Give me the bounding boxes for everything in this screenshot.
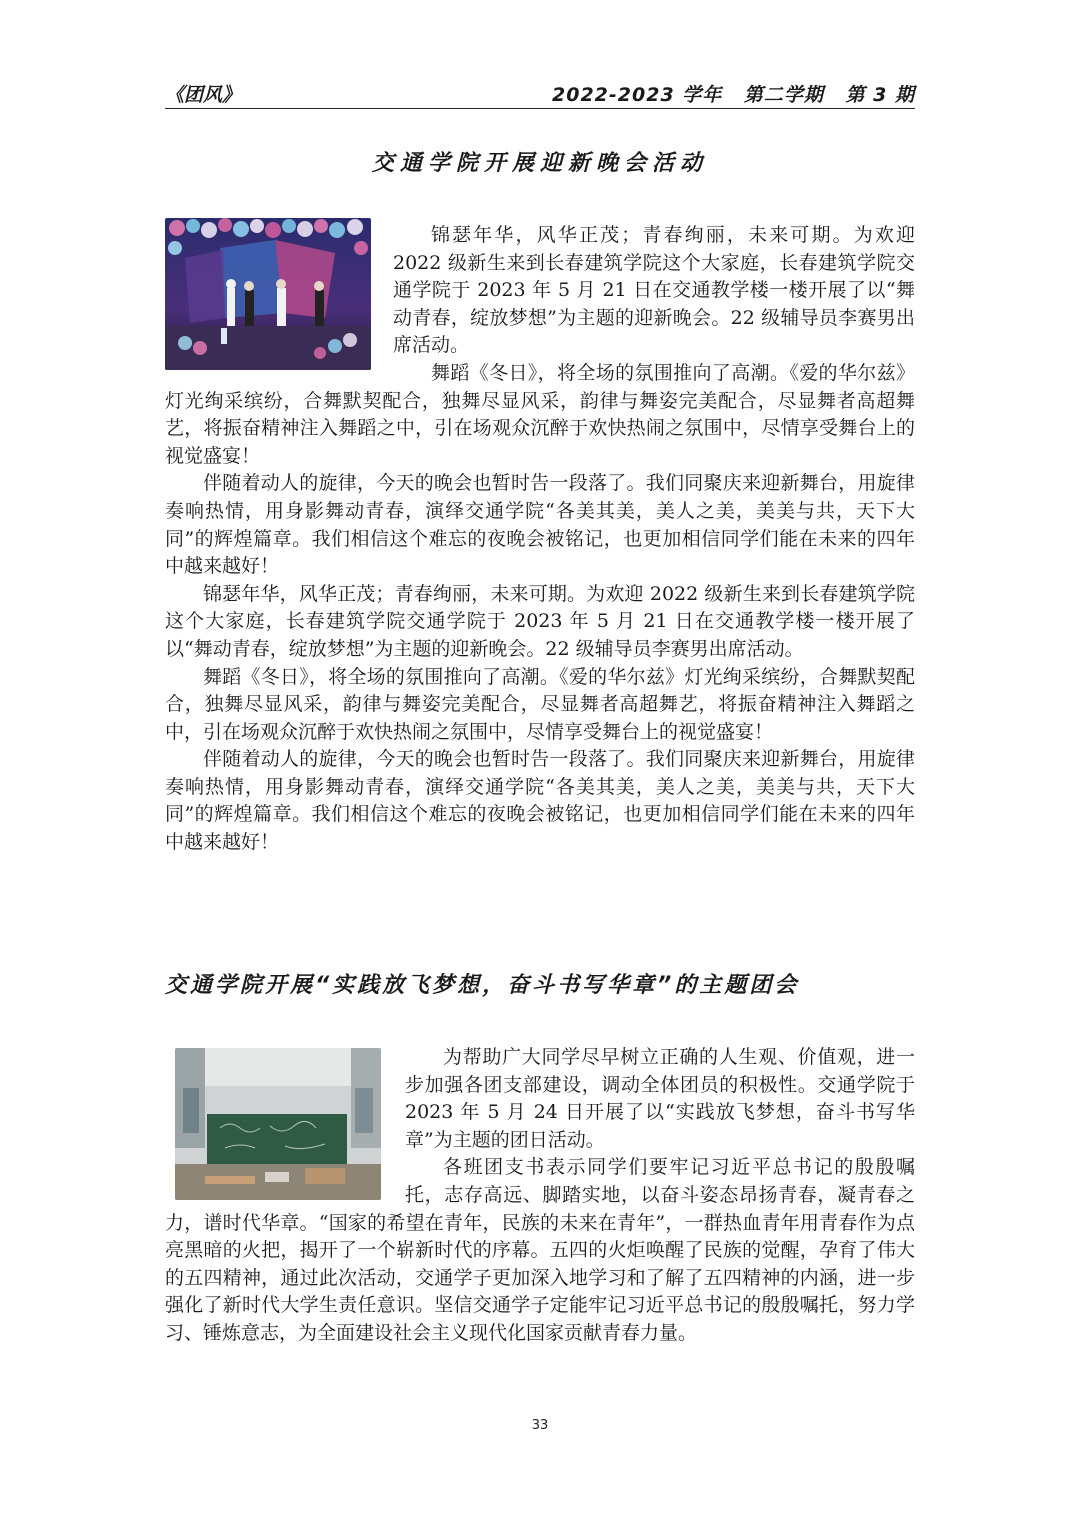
issue-number: 第 3 期 [845,84,915,106]
stage-photo [165,218,371,370]
article1-paragraph: 伴随着动人的旋律，今天的晚会也暂时告一段落了。我们同聚庆来迎新舞台，用旋律奏响热情，用身影舞动青春，演绎交通学院“各美其美，美人之美，美美与共，天下大同”的辉煌篇章。我们相信这个难忘的夜晚会被铭记，也更加相信同学们能在未来的四年中越来越好！ [165,472,915,578]
page-number: 33 [531,1418,549,1433]
article2-paragraph: 各班团支书表示同学们要牢记习近平总书记的殷殷嘱托，志存高远、脚踏实地，以奋斗姿态昂扬青春，凝青春之力，谱时代华章。“国家的希望在青年，民族的未来在青年”，一群热血青年用青春作为点亮黑暗的火把，揭开了一个崭新时代的序幕。五四的火炬唤醒了民族的觉醒，孕育了伟大的五四精神，通过此次活动，交通学子更加深入地学习和了解了五四精神的内涵，进一步强化了新时代大学生责任意识。坚信交通学子定能牢记习近平总书记的殷殷嘱托，努力学习、锤炼意志，为全面建设社会主义现代化国家贡献青春力量。 [165,1156,915,1344]
classroom-photo [175,1048,381,1200]
academic-year: 2022-2023 学年 [552,84,723,106]
article2-title: 交通学院开展“实践放飞梦想，奋斗书写华章”的主题团会 [165,973,800,998]
article1-paragraph: 伴随着动人的旋律，今天的晚会也暂时告一段落了。我们同聚庆来迎新舞台，用旋律奏响热情，用身影舞动青春，演绎交通学院“各美其美，美人之美，美美与共，天下大同”的辉煌篇章。我们相信这个难忘的夜晚会被铭记，也更加相信同学们能在未来的四年中越来越好！ [165,748,915,854]
article2-body [165,1044,915,1348]
article2-paragraph: 为帮助广大同学尽早树立正确的人生观、价值观，进一步加强各团支部建设，调动全体团员的积极性。交通学院于 2023 年 5 月 24 日开展了以“实践放飞梦想，奋斗书写华章”为主题的团日活动。 [405,1046,915,1151]
article1-body [165,222,915,857]
article1-paragraph: 锦瑟年华，风华正茂；青春绚丽，未来可期。为欢迎 2022 级新生来到长春建筑学院这个大家庭，长春建筑学院交通学院于 2023 年 5 月 21 日在交通教学楼一楼开展了以“舞动青春，绽放梦想”为主题的迎新晚会。22 级辅导员李赛男出席活动。 [393,224,915,357]
article1-paragraph: 锦瑟年华，风华正茂；青春绚丽，未来可期。为欢迎 2022 级新生来到长春建筑学院这个大家庭，长春建筑学院交通学院于 2023 年 5 月 21 日在交通教学楼一楼开展了以“舞动青春，绽放梦想”为主题的迎新晚会。22 级辅导员李赛男出席活动。 [165,582,915,660]
article1-title: 交通学院开展迎新晚会活动 [371,151,708,176]
journal-name: 《团风》 [165,84,242,106]
page-header [165,78,915,109]
article1-paragraph: 舞蹈《冬日》，将全场的氛围推向了高潮。《爱的华尔兹》灯光绚采缤纷，合舞默契配合，独舞尽显风采，韵律与舞姿完美配合，尽显舞者高超舞艺，将振奋精神注入舞蹈之中，引在场观众沉醉于欢快热闹之氛围中，尽情享受舞台上的视觉盛宴！ [165,361,915,467]
semester: 第二学期 [743,84,824,106]
issue-info [538,80,915,107]
article1-paragraph: 舞蹈《冬日》，将全场的氛围推向了高潮。《爱的华尔兹》灯光绚采缤纷，合舞默契配合，独舞尽显风采，韵律与舞姿完美配合，尽显舞者高超舞艺，将振奋精神注入舞蹈之中，引在场观众沉醉于欢快热闹之氛围中，尽情享受舞台上的视觉盛宴！ [165,665,915,743]
